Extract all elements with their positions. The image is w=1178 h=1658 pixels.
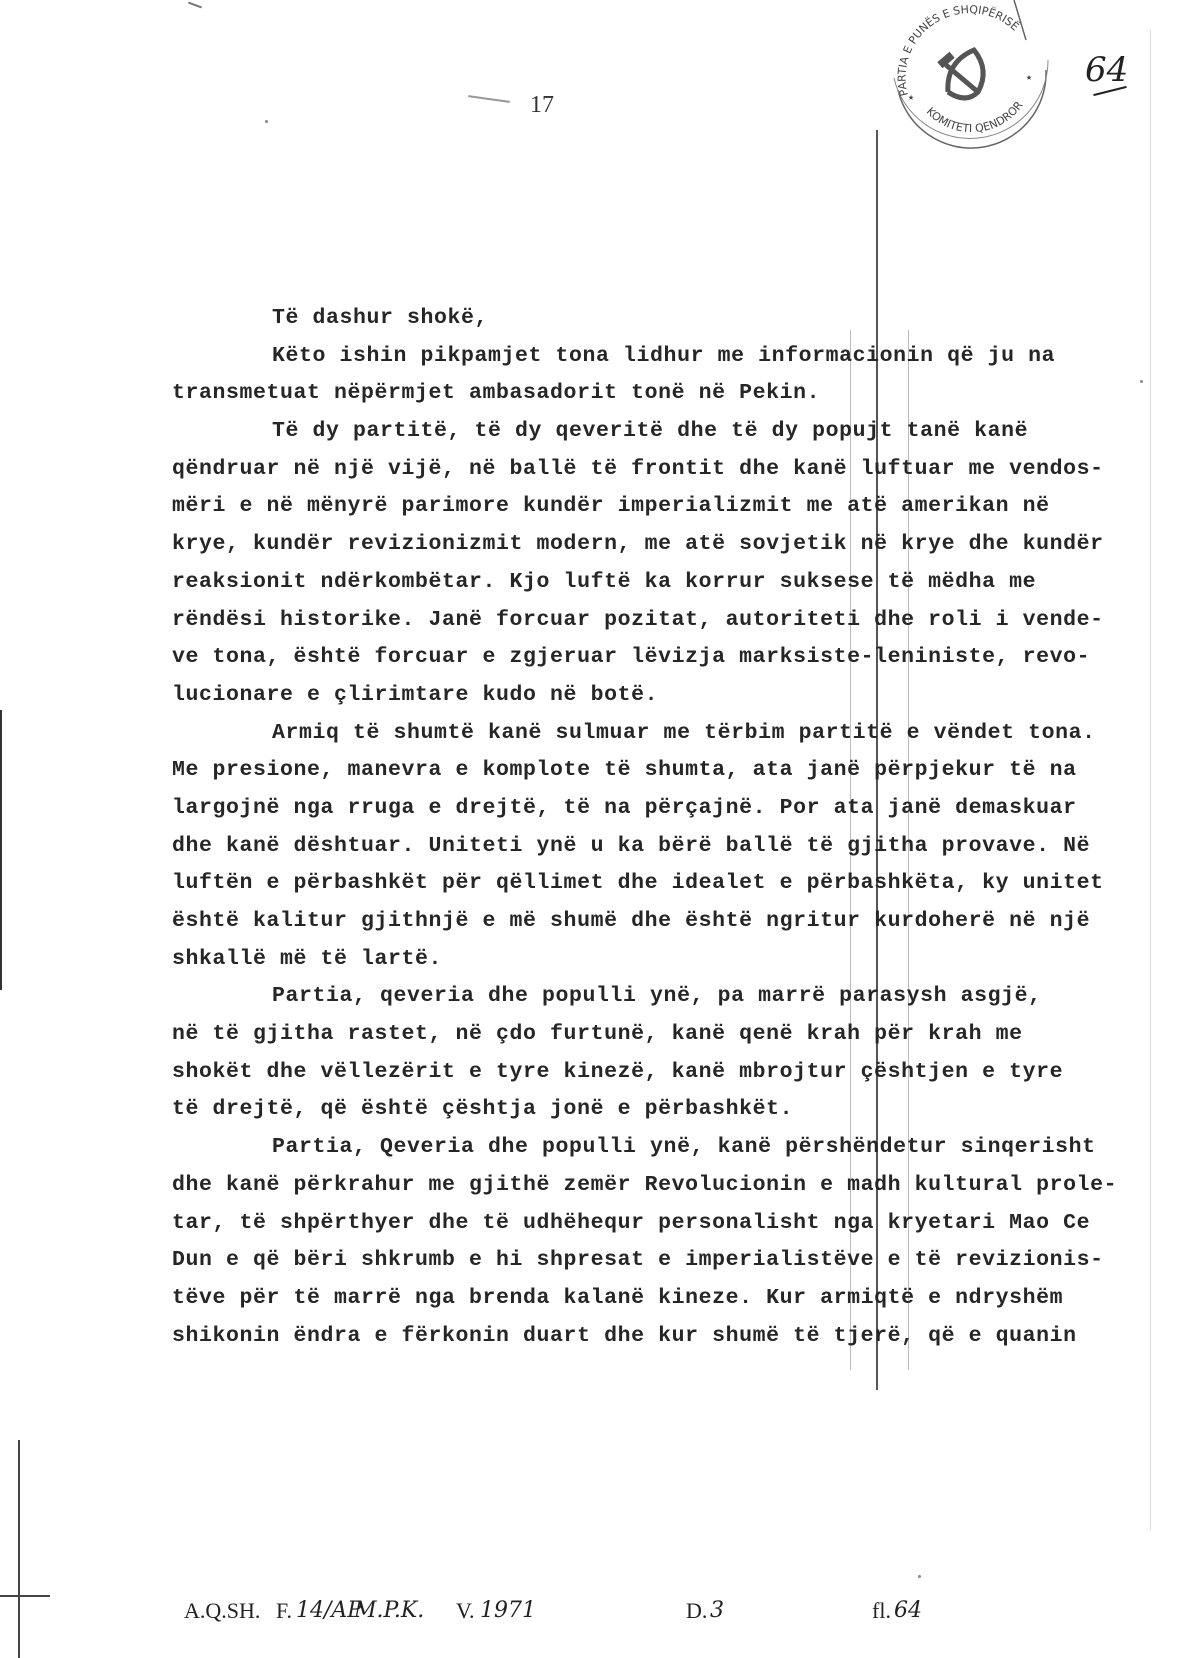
text-line: Të dashur shokë, <box>272 306 489 330</box>
text-line: ve tona, është forcuar e zgjeruar lëvizja marksiste-leniniste, revo- <box>172 645 1091 670</box>
dossier-prefix: D. <box>686 1598 708 1623</box>
scan-mark <box>188 2 202 9</box>
text-line: krye, kundër revizionizmit modern, me atë sovjetik në krye dhe kundër <box>172 532 1104 557</box>
dossier-handwritten: 3 <box>710 1598 724 1623</box>
text-line: Partia, Qeveria dhe populli ynë, kanë përshëndetur sinqerisht <box>272 1135 1096 1160</box>
text-line: mëri e në mënyrë parimore kundër imperializmit me atë amerikan në <box>172 494 1050 519</box>
archive-label: A.Q.SH. <box>184 1598 261 1623</box>
year-prefix: V. <box>456 1598 475 1623</box>
text-line: luftën e përbashkët për qëllimet dhe idealet e përbashkëta, ky unitet <box>172 871 1104 896</box>
text-line: qëndruar në një vijë, në ballë të frontit dhe kanë luftuar me vendos- <box>172 456 1104 481</box>
scan-edge <box>18 1440 20 1658</box>
hammer-and-sickle-icon <box>937 50 983 98</box>
letter-body <box>172 300 1132 1355</box>
stamp-bottom-text: KOMITETI QENDROR <box>923 98 1026 136</box>
folio-number-handwritten: 64 <box>1085 50 1129 90</box>
text-line: tar, të shpërthyer dhe të udhëhequr personalisht nga kryetari Mao Ce <box>172 1210 1091 1235</box>
text-line: Armiq të shumtë kanë sulmuar me tërbim partitë e vëndet tona. <box>272 720 1096 745</box>
scan-mark <box>468 95 510 103</box>
text-line: tëve për të marrë nga brenda kalanë kineze. Kur armiqtë e ndryshëm <box>172 1285 1064 1310</box>
fond-prefix: F. <box>276 1598 292 1623</box>
text-line: Të dy partitë, të dy qeveritë dhe të dy popujt tanë kanë <box>272 419 1029 444</box>
stamp-top-text: PARTIA E PUNËS E SHQIPËRISË <box>895 2 1022 98</box>
text-line: shokët dhe vëllezërit e tyre kinezë, kanë mbrojtur çështjen e tyre <box>172 1059 1064 1084</box>
text-line: rëndësi historike. Janë forcuar pozitat, autoriteti dhe roli i vende- <box>172 607 1104 632</box>
svg-text:★: ★ <box>908 93 915 104</box>
party-stamp <box>886 0 1056 150</box>
text-line: të drejtë, që është çështja jonë e përbashkët. <box>172 1097 794 1122</box>
text-line: dhe kanë dështuar. Uniteti ynë u ka bërë ballë të gjitha provave. Në <box>172 833 1091 858</box>
page-number: 17 <box>530 92 554 118</box>
scan-edge <box>0 710 2 990</box>
text-line: shkallë më të lartë. <box>172 946 443 971</box>
text-line: transmetuat nëpërmjet ambasadorit tonë në Pekin. <box>172 381 821 406</box>
text-line: reaksionit ndërkombëtar. Kjo luftë ka korrur suksese të mëdha me <box>172 569 1037 594</box>
archive-reference <box>184 1598 1084 1648</box>
year-handwritten: 1971 <box>480 1598 536 1623</box>
folio-handwritten: 64 <box>894 1598 922 1623</box>
scan-edge <box>0 1595 50 1597</box>
fond-handwritten: 14/AP <box>296 1598 363 1623</box>
text-line: në të gjitha rastet, në çdo furtunë, kanë qenë krah për krah me <box>172 1022 1023 1047</box>
scan-line <box>1150 30 1151 1530</box>
text-line: lucionare e çlirimtare kudo në botë. <box>172 682 659 707</box>
folio-prefix: fl. <box>872 1598 891 1623</box>
text-line: Partia, qeveria dhe populli ynë, pa marrë parasysh asgjë, <box>272 984 1042 1009</box>
text-line: Këto ishin pikpamjet tona lidhur me informacionin që ju na <box>272 343 1056 368</box>
text-line: shikonin ëndra e fërkonin duart dhe kur shumë të tjerë, që e quanin <box>172 1323 1077 1348</box>
text-line: Dun e që bëri shkrumb e hi shpresat e imperialistëve e të revizionis- <box>172 1248 1104 1273</box>
text-line: dhe kanë përkrahur me gjithë zemër Revolucionin e madh kultural prole- <box>172 1172 1118 1197</box>
text-line: largojnë nga rruga e drejtë, të na përçajnë. Por ata janë demaskuar <box>172 795 1077 820</box>
text-line: është kalitur gjithnjë e më shumë dhe është ngritur kurdoherë në një <box>172 909 1091 933</box>
svg-text:★: ★ <box>1026 73 1033 84</box>
fond-suffix: M.P.K. <box>354 1598 425 1623</box>
text-line: Me presione, manevra e komplote të shumta, ata janë përpjekur të na <box>172 758 1077 783</box>
